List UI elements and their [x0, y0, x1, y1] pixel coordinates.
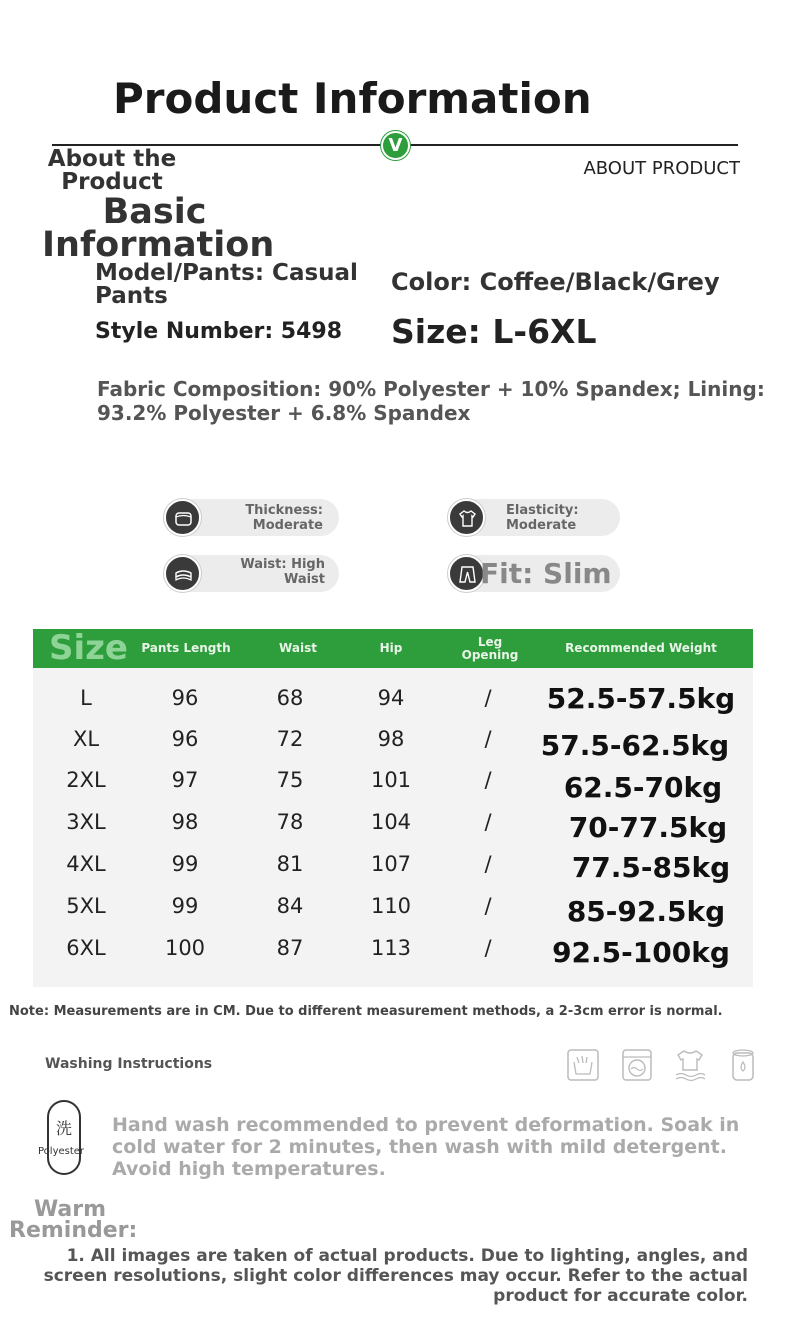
cell-hip: 107	[370, 852, 412, 876]
cell-recommended-weight: 85-92.5kg	[566, 895, 726, 928]
cell-pants-length: 98	[171, 810, 199, 834]
cell-size: L	[80, 686, 92, 710]
color-spec: Color: Coffee/Black/Grey	[391, 268, 720, 296]
header-leg-opening: Leg Opening	[461, 634, 519, 662]
cell-hip: 110	[370, 894, 412, 918]
cell-hip: 98	[377, 727, 405, 751]
warm-reminder-title: Warm Reminder:	[9, 1197, 138, 1243]
fit-label: Fit: Slim	[480, 557, 612, 590]
cell-pants-length: 99	[171, 852, 199, 876]
fabric-icon	[164, 499, 201, 536]
cell-waist: 81	[276, 852, 304, 876]
cell-size: 4XL	[66, 852, 106, 876]
washing-instructions-title: Washing Instructions	[45, 1056, 213, 1072]
cell-pants-length: 96	[171, 727, 199, 751]
hand-wash-icon	[566, 1048, 600, 1082]
cell-size: 3XL	[66, 810, 106, 834]
elasticity-value: Moderate	[506, 518, 577, 533]
cell-pants-length: 100	[164, 936, 206, 960]
wash-character: 洗	[55, 1119, 72, 1138]
cell-recommended-weight: 62.5-70kg	[563, 771, 723, 804]
table-row	[33, 928, 753, 969]
cell-leg-opening: /	[484, 936, 492, 960]
fabric-composition: Fabric Composition: 90% Polyester + 10% Spandex; Lining: 93.2% Polyester + 6.8% Spandex	[97, 377, 765, 425]
detergent-icon	[726, 1048, 760, 1082]
cell-waist: 68	[276, 686, 304, 710]
table-row	[33, 844, 753, 885]
wash-badge-label: Polyester	[38, 1146, 85, 1157]
cell-hip: 101	[370, 768, 412, 792]
cell-hip: 94	[377, 686, 405, 710]
cell-leg-opening: /	[484, 810, 492, 834]
cell-size: 5XL	[66, 894, 106, 918]
cell-waist: 78	[276, 810, 304, 834]
cell-leg-opening: /	[484, 727, 492, 751]
cell-recommended-weight: 92.5-100kg	[552, 936, 730, 969]
washing-text: Hand wash recommended to prevent deformation. Soak in cold water for 2 minutes, then wash with mild detergent. Avoid high temperatures.	[112, 1114, 740, 1180]
cell-recommended-weight: 70-77.5kg	[568, 811, 728, 844]
cell-leg-opening: /	[484, 768, 492, 792]
header-pants-length: Pants Length	[141, 641, 231, 655]
cell-waist: 87	[276, 936, 304, 960]
cell-pants-length: 97	[171, 768, 199, 792]
measurement-note: Note: Measurements are in CM. Due to different measurement methods, a 2-3cm error is normal.	[9, 1004, 723, 1019]
waist-value: Waist	[283, 572, 325, 587]
cell-size: 2XL	[66, 768, 106, 792]
thickness-pill	[164, 499, 339, 536]
table-row	[33, 886, 753, 927]
size-table	[33, 629, 753, 987]
size-spec: Size: L-6XL	[391, 312, 597, 351]
header-recommended-weight: Recommended Weight	[565, 641, 717, 655]
model-spec: Model/Pants: Casual Pants	[95, 260, 358, 309]
basic-information-heading: Basic Information	[42, 192, 275, 265]
about-product-label: ABOUT PRODUCT	[583, 158, 740, 179]
v-badge-icon: V	[381, 131, 410, 160]
header-size: Size	[49, 628, 128, 668]
cell-leg-opening: /	[484, 686, 492, 710]
table-row	[33, 802, 753, 843]
cell-pants-length: 96	[171, 686, 199, 710]
cell-waist: 75	[276, 768, 304, 792]
warm-reminder-text: 1. All images are taken of actual products. Due to lighting, angles, and screen resolutions, slight color differences may occur. Refer to the actual product for accurate color.	[43, 1246, 748, 1306]
table-row	[33, 719, 753, 760]
about-product-heading: About the Product	[47, 146, 177, 195]
garment-wash-icon	[673, 1048, 707, 1082]
fit-pill	[448, 555, 620, 592]
cell-hip: 104	[370, 810, 412, 834]
cell-recommended-weight: 52.5-57.5kg	[546, 682, 736, 715]
shirt-icon	[448, 499, 485, 536]
cell-leg-opening: /	[484, 852, 492, 876]
cell-waist: 72	[276, 727, 304, 751]
table-row	[33, 678, 753, 719]
hand-wash-badge	[47, 1100, 81, 1175]
cell-size: XL	[72, 727, 100, 751]
washing-machine-icon	[620, 1048, 654, 1082]
thickness-value: Moderate	[252, 518, 323, 533]
page-title: Product Information	[113, 74, 592, 123]
style-number-spec: Style Number: 5498	[95, 319, 343, 344]
cell-recommended-weight: 57.5-62.5kg	[540, 729, 730, 762]
waist-icon	[164, 555, 201, 592]
cell-waist: 84	[276, 894, 304, 918]
header-waist: Waist	[279, 641, 317, 655]
cell-recommended-weight: 77.5-85kg	[571, 851, 731, 884]
cell-pants-length: 99	[171, 894, 199, 918]
waist-label: Waist: High	[240, 557, 325, 572]
header-hip: Hip	[379, 641, 403, 655]
waist-pill	[164, 555, 339, 592]
table-row	[33, 760, 753, 804]
cell-leg-opening: /	[484, 894, 492, 918]
size-table-header	[33, 629, 753, 668]
thickness-label: Thickness:	[245, 503, 323, 518]
elasticity-pill	[448, 499, 620, 536]
elasticity-label: Elasticity:	[506, 503, 579, 518]
cell-hip: 113	[370, 936, 412, 960]
cell-size: 6XL	[66, 936, 106, 960]
